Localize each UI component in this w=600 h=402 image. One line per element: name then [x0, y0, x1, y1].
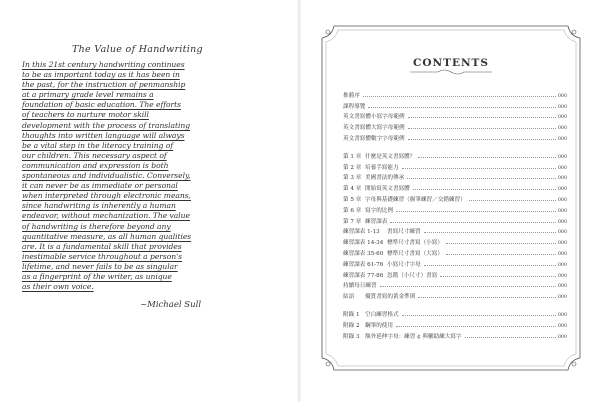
toc-leader-dots	[408, 139, 556, 140]
handwriting-line: when interpreted through electronic means,	[22, 191, 191, 201]
toc-entry-page: 000	[557, 334, 567, 340]
left-page	[0, 0, 298, 402]
toc-entry-page: 000	[557, 136, 567, 142]
toc-entry-label: 練習課表	[365, 218, 388, 225]
toc-entry-label: 優質書寫的黃金準則	[365, 294, 416, 301]
toc-leader-dots	[363, 96, 556, 97]
toc-entry	[343, 171, 567, 182]
toc-entry-page: 000	[557, 126, 567, 132]
toc-entry	[343, 110, 567, 121]
toc-entry-page: 000	[557, 197, 567, 203]
toc-entry-label: 美國書法的傳承	[365, 175, 405, 182]
toc-entry-label: 標準尺寸書寫（大寫）	[387, 250, 443, 257]
toc-entry-number: 附錄 2	[343, 322, 360, 329]
handwriting-line: as their own voice.	[22, 282, 94, 292]
toc-entry-label: 字母與基礎練習（握筆練習／交錯練習）	[365, 196, 466, 203]
toc-leader-dots	[402, 315, 556, 316]
toc-entry-number: 第 4 章	[343, 186, 362, 193]
toc-entry-label: 推薦序	[343, 92, 360, 99]
handwriting-title: The Value of Handwriting	[72, 44, 203, 55]
toc-entry-label: 空白練習格式	[365, 311, 399, 318]
toc-entry-number: 練習課表 77-86	[343, 272, 384, 279]
handwriting-line: our children. This necessary aspect of	[22, 150, 167, 160]
toc-entry-label: 書寫尺寸練習	[387, 229, 421, 236]
toc-entry-page: 000	[557, 93, 567, 99]
toc-entry-number: 練習課表 35-60	[343, 250, 384, 257]
toc-leader-dots	[408, 128, 556, 129]
toc-entry-page: 000	[557, 176, 567, 182]
toc-entry-number: 第 6 章	[343, 207, 362, 214]
toc-entry-number: 第 5 章	[343, 196, 362, 203]
toc-entry	[343, 181, 567, 192]
toc-entry	[343, 246, 567, 257]
toc-entry-page: 000	[557, 312, 567, 318]
toc-leader-dots	[408, 117, 556, 118]
toc-leader-dots	[368, 107, 555, 108]
toc-entry-label: 英文書寫體小寫字母範例	[343, 114, 405, 121]
handwriting-body	[22, 60, 258, 292]
toc-entry-number: 第 2 章	[343, 164, 362, 171]
toc-entry-number: 第 3 章	[343, 175, 362, 182]
handwriting-signature: ~Michael Sull	[140, 300, 202, 310]
toc-entry-label: 英文書寫體數字字母範例	[343, 135, 405, 142]
toc-entry-label: 忽階（小尺寸）書寫	[387, 272, 438, 279]
toc-entry-page: 000	[557, 219, 567, 225]
handwriting-line: of teachers to nurture motor skill	[22, 110, 149, 120]
toc-entry-page: 000	[557, 230, 567, 236]
toc-entry	[343, 289, 567, 300]
toc-entry-label: 課程導覽	[343, 103, 366, 110]
toc-entry-label: 額外延伸字母：練習 ¢ 與輔助練大寫字	[365, 333, 462, 340]
handwriting-line: are. It is a fundamental skill that provides	[22, 241, 182, 251]
toc-entry	[343, 88, 567, 99]
toc-entry	[343, 329, 567, 340]
toc-entry	[343, 257, 567, 268]
toc-leader-dots	[465, 337, 556, 338]
toc-entry-page: 000	[557, 273, 567, 279]
toc-entry-page: 000	[557, 165, 567, 171]
toc-leader-dots	[396, 211, 556, 212]
toc-entry-number: 附錄 1	[343, 311, 360, 318]
toc-entry	[343, 131, 567, 142]
handwriting-line: to be as important today as it has been in	[22, 70, 180, 80]
handwriting-line: as a fingerprint of the writer, as unique	[22, 271, 172, 281]
toc-entry-page: 000	[557, 104, 567, 110]
toc-entry-number: 練習課表 61-76	[343, 261, 384, 268]
handwriting-line: thoughts into written language will always	[22, 130, 185, 140]
toc-entry	[343, 192, 567, 203]
toc-entry-label: 什麼是英文書寫體？	[365, 153, 416, 160]
toc-leader-dots	[424, 265, 556, 266]
toc-entry-number: 結語	[343, 294, 355, 301]
toc-entry-label: 持續每日練習	[343, 283, 377, 290]
handwriting-line: at a primary grade level remains a	[22, 90, 154, 100]
toc-entry-number: 練習課表 14-34	[343, 240, 384, 247]
handwriting-line: foundation of basic education. The efforts	[22, 100, 181, 110]
toc-group-gap	[343, 142, 567, 149]
toc-entry-label: 鋼筆的使用	[365, 322, 393, 329]
handwriting-line: endeavor, without mechanization. The value	[22, 211, 190, 221]
toc-entry-number: 第 7 章	[343, 218, 362, 225]
toc-entry-page: 000	[557, 154, 567, 160]
toc-entry-label: 開始寫英文書寫體	[365, 186, 410, 193]
handwriting-line: it can never be as immediate or personal	[22, 181, 178, 191]
toc-entry-page: 000	[557, 295, 567, 301]
toc-entry-label: 標準尺寸書寫（小寫）	[387, 240, 443, 247]
handwriting-line: development with the process of translating	[22, 120, 191, 130]
toc-entry-label: 培養手寫能力	[365, 164, 399, 171]
toc-leader-dots	[418, 157, 555, 158]
right-page	[302, 0, 600, 402]
toc-entry-number: 練習課表 1-13	[343, 229, 380, 236]
handwriting-line: lifetime, and never fails to be as singular	[22, 261, 178, 271]
toc-entry	[343, 99, 567, 110]
toc-entry	[343, 120, 567, 131]
toc-entry	[343, 149, 567, 160]
toc-leader-dots	[446, 254, 556, 255]
toc-entry	[343, 307, 567, 318]
toc-entry-page: 000	[557, 208, 567, 214]
handwriting-line: inestimable service throughout a person's	[22, 251, 182, 261]
handwriting-line: be a vital step in the literacy training of	[22, 140, 174, 150]
toc-leader-dots	[380, 286, 556, 287]
toc-entry	[343, 235, 567, 246]
toc-entry-label: 寫字的比例	[365, 207, 393, 214]
handwriting-line: communication and expression is both	[22, 160, 169, 170]
toc-entry-page: 000	[557, 251, 567, 257]
handwriting-line: spontaneous and individualistic. Conversely,	[22, 171, 191, 181]
toc-entry-page: 000	[557, 115, 567, 121]
toc-entry-page: 000	[557, 323, 567, 329]
toc-entry	[343, 214, 567, 225]
toc-leader-dots	[440, 276, 555, 277]
toc-leader-dots	[396, 326, 556, 327]
toc-entry-number: 附錄 3	[343, 333, 360, 340]
toc-leader-dots	[407, 178, 556, 179]
contents-title: CONTENTS	[413, 57, 489, 69]
toc-group-gap	[343, 300, 567, 307]
toc-leader-dots	[413, 189, 556, 190]
toc-entry	[343, 318, 567, 329]
toc-entry-page: 000	[557, 262, 567, 268]
toc-leader-dots	[424, 232, 556, 233]
toc-entry	[343, 160, 567, 171]
handwriting-line: In this 21st century handwriting continues	[22, 60, 185, 69]
toc-entry-number: 第 1 章	[343, 153, 362, 160]
toc-leader-dots	[469, 200, 556, 201]
toc-entry	[343, 268, 567, 279]
toc-entry-label: 英文書寫體大寫字母範例	[343, 125, 405, 132]
toc-leader-dots	[390, 222, 555, 223]
handwriting-line: the past, for the instruction of penmanship	[22, 80, 186, 90]
handwriting-line: quantitative measure, as all human qualities	[22, 231, 192, 241]
toc-entry	[343, 225, 567, 236]
handwriting-line: since handwriting is inherently a human	[22, 201, 176, 211]
toc-leader-dots	[402, 168, 556, 169]
toc-entry-label: 小寫尺寸字母	[387, 261, 421, 268]
toc-entry-page: 000	[557, 284, 567, 290]
handwriting-line: of handwriting is therefore beyond any	[22, 221, 171, 231]
toc-entry-page: 000	[557, 187, 567, 193]
toc-leader-dots	[446, 243, 556, 244]
toc-entry-page: 000	[557, 241, 567, 247]
toc-entry	[343, 279, 567, 290]
toc-entry	[343, 203, 567, 214]
table-of-contents	[343, 88, 567, 340]
toc-leader-dots	[418, 297, 555, 298]
